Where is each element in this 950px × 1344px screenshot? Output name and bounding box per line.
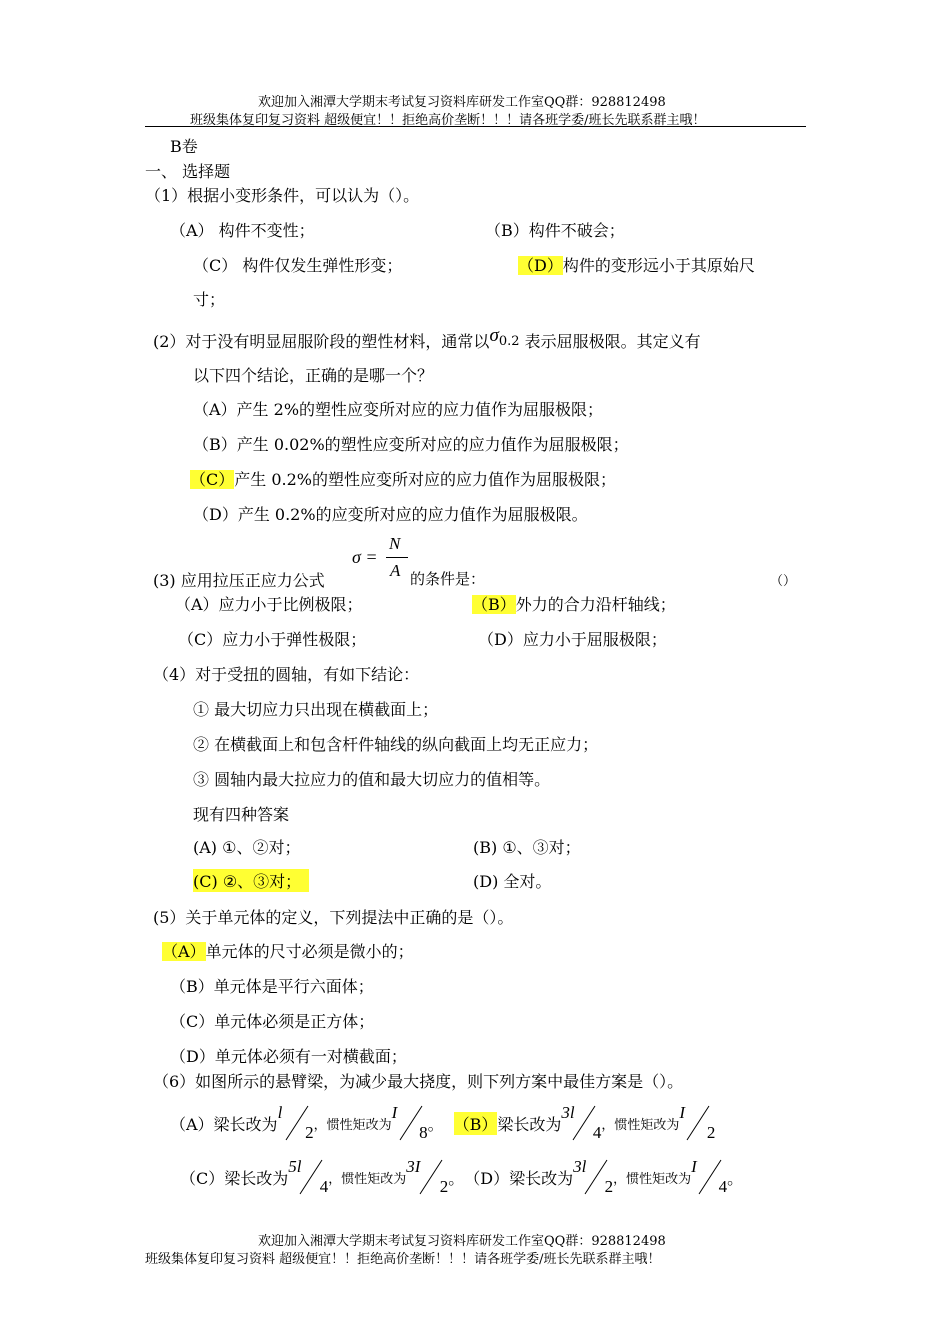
q3-stem-post: 的条件是： <box>410 570 486 588</box>
q5-option-c: （C）单元体必须是正方体； <box>170 1012 375 1031</box>
section-title: 一、 选择题 <box>145 162 231 181</box>
q3-option-b: （B）外力的合力沿杆轴线； <box>472 595 676 614</box>
header-rule <box>145 126 806 127</box>
frac-a-inertia: I 8 <box>391 1103 428 1142</box>
q3-answer-paren: （） <box>770 574 797 589</box>
q6-stem: （6）如图所示的悬臂梁，为减少最大挠度，则下列方案中最佳方案是（）。 <box>153 1072 684 1091</box>
q6-options-ab: （A）梁长改为 l 2 ，惯性矩改为 I 8 。 （B） 梁长改为 3l 4 ，惯性矩改为 I 2 <box>170 1103 716 1142</box>
q6-option-d-pre: （D）梁长改为 <box>464 1168 574 1188</box>
q2-option-a: （A）产生 2%的塑性应变所对应的应力值作为屈服极限； <box>193 400 604 419</box>
q2-option-b: （B）产生 0.02%的塑性应变所对应的应力值作为屈服极限； <box>193 435 629 454</box>
q4-intro: 现有四种答案 <box>193 805 290 824</box>
q4-option-a: (A) ①、②对； <box>193 838 301 857</box>
frac-c-length: 5l 4 <box>288 1157 329 1196</box>
q6-options-cd: （C）梁长改为 5l 4 ，惯性矩改为 3I 2 。 （D）梁长改为 3l 2 ，惯性矩改为 I 4 。 <box>180 1157 744 1196</box>
q4-option-d: (D) 全对。 <box>473 872 552 891</box>
header-line-1: 欢迎加入湘潭大学期末考试复习资料库研发工作室QQ群：928812498 <box>258 95 666 110</box>
q5-stem: (5）关于单元体的定义，下列提法中正确的是（）。 <box>153 908 514 927</box>
footer-line-2: 班级集体复印复习资料 超级便宜！！拒绝高价垄断！！！请各班学委/班长先联系群主哦！ <box>145 1252 661 1267</box>
frac-c-inertia: 3I 2 <box>406 1157 449 1196</box>
footer-line-1: 欢迎加入湘潭大学期末考试复习资料库研发工作室QQ群：928812498 <box>258 1234 666 1249</box>
q3-stem-pre: (3) 应用拉压正应力公式 <box>153 571 325 590</box>
q1-option-d: （D）构件的变形远小于其原始尺 <box>518 256 755 275</box>
q3-option-a: （A）应力小于比例极限； <box>175 595 363 614</box>
q4-option-b: (B) ①、③对； <box>473 838 581 857</box>
q1-answer-highlight: （D） <box>518 256 563 275</box>
formula-lhs: σ = <box>352 547 378 567</box>
frac-d-inertia: I 4 <box>691 1157 728 1196</box>
q5-answer-highlight: （A） <box>162 942 206 961</box>
fraction-bar <box>386 557 408 558</box>
formula-denominator: A <box>390 561 401 580</box>
q1-option-a: （A） 构件不变性； <box>170 221 315 240</box>
q4-stem: （4）对于受扭的圆轴，有如下结论： <box>153 665 420 684</box>
formula-numerator: N <box>389 534 401 553</box>
sigma-symbol: σ <box>489 325 499 346</box>
q6-option-a-pre: （A）梁长改为 <box>170 1114 278 1134</box>
q2-answer-highlight: （C） <box>190 470 235 489</box>
q5-option-d: （D）单元体必须有一对横截面； <box>170 1047 407 1066</box>
q2-option-d: （D）产生 0.2%的应变所对应的应力值作为屈服极限。 <box>193 505 588 524</box>
volume-label: B卷 <box>170 137 198 156</box>
frac-a-length: l 2 <box>277 1103 314 1142</box>
q4-option-c: (C) ②、③对； <box>193 869 309 892</box>
q4-statement-2: ② 在横截面上和包含杆件轴线的纵向截面上均无正应力； <box>193 735 599 754</box>
q2-option-c: （C）产生 0.2%的塑性应变所对应的应力值作为屈服极限； <box>190 470 616 489</box>
q5-option-a: （A）单元体的尺寸必须是微小的； <box>162 942 414 961</box>
q1-stem: （1）根据小变形条件，可以认为（）。 <box>145 186 420 205</box>
q4-statement-1: ① 最大切应力只出现在横截面上； <box>193 700 439 719</box>
frac-b-inertia: I 2 <box>679 1103 716 1142</box>
q5-option-b: （B）单元体是平行六面体； <box>170 977 374 996</box>
q1-option-b: （B）构件不破会； <box>485 221 625 240</box>
q3-option-d: （D）应力小于屈服极限； <box>478 630 667 649</box>
q4-statement-3: ③ 圆轴内最大拉应力的值和最大切应力的值相等。 <box>193 770 551 789</box>
frac-d-length: 3l 2 <box>573 1157 614 1196</box>
q6-option-c-pre: （C）梁长改为 <box>180 1168 289 1188</box>
q1-option-c: （C） 构件仅发生弹性形变； <box>193 256 403 275</box>
q2-stem: (2）对于没有明显屈服阶段的塑性材料，通常以σ0.2 表示屈服极限。其定义有 <box>153 325 701 351</box>
header-line-2: 班级集体复印复习资料 超级便宜！！拒绝高价垄断！！！请各班学委/班长先联系群主哦！ <box>190 113 706 128</box>
q1-option-d-cont: 寸； <box>193 290 226 309</box>
q3-option-c: （C）应力小于弹性极限； <box>178 630 367 649</box>
q6-answer-highlight: （B） <box>454 1112 498 1135</box>
q2-stem-cont: 以下四个结论，正确的是哪一个？ <box>193 366 434 385</box>
q3-answer-highlight: （B） <box>472 595 516 614</box>
frac-b-length: 3l 4 <box>561 1103 602 1142</box>
